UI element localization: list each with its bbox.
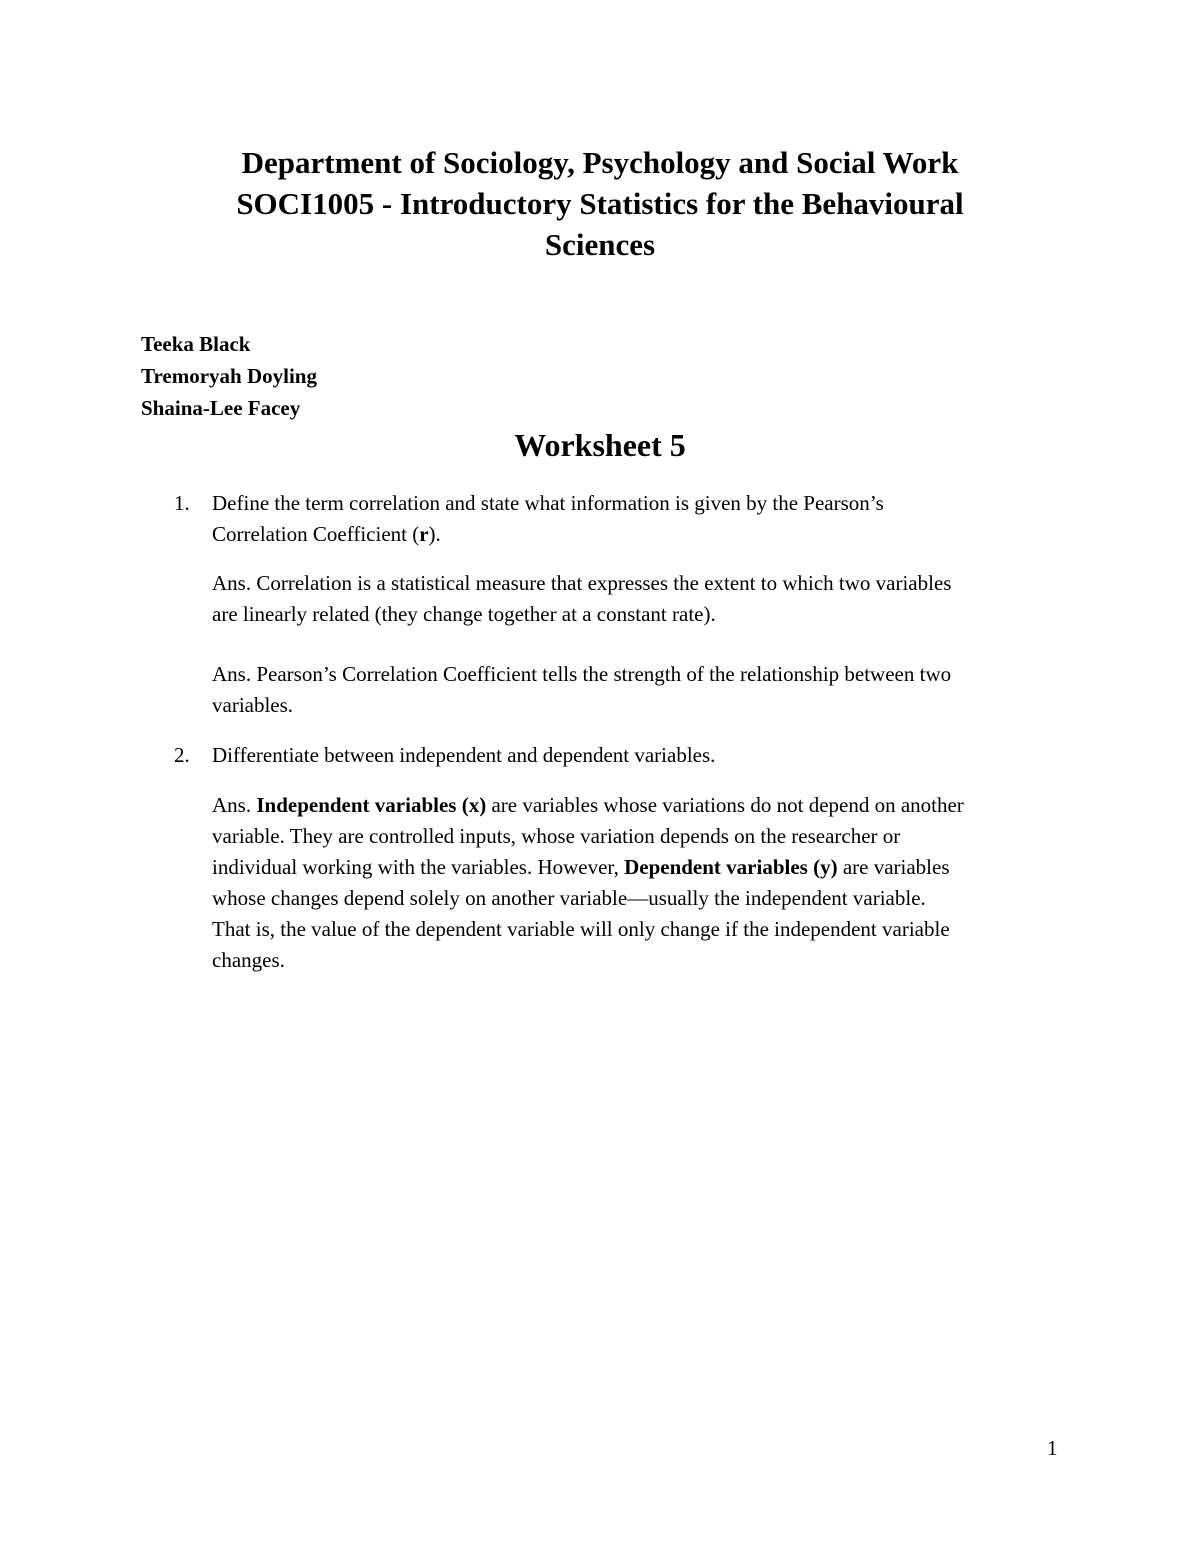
question-number: 1. (174, 491, 190, 515)
course-title-line-1: SOCI1005 - Introductory Statistics for the Behavioural (236, 186, 964, 221)
page-number: 1 (1047, 1436, 1058, 1460)
text-segment: ). (428, 522, 441, 546)
author-list (141, 328, 317, 424)
question-number: 2. (174, 743, 190, 767)
question-text-line: Define the term correlation and state what information is given by the Pearson’s (212, 491, 884, 515)
answer-line: Ans. Correlation is a statistical measure that expresses the extent to which two variables (212, 571, 952, 595)
text-segment: Ans. (212, 793, 257, 817)
text-segment: are variables (837, 855, 950, 879)
answer-1b (212, 659, 1092, 721)
answer-line: whose changes depend solely on another variable—usually the independent variable. (212, 886, 926, 910)
answer-line: are linearly related (they change together at a constant rate). (212, 602, 716, 626)
answer-1a (212, 568, 1092, 630)
bold-term: r (419, 522, 429, 546)
course-title-line-2: Sciences (544, 227, 656, 262)
answer-line: Ans. Pearson’s Correlation Coefficient tells the strength of the relationship between two (212, 662, 952, 686)
question-text-line (212, 519, 1092, 550)
answer-line: variables. (212, 693, 294, 717)
answer-line (212, 852, 1092, 883)
question-text (212, 740, 1092, 771)
text-segment: individual working with the variables. However, (212, 855, 625, 879)
department-title: Department of Sociology, Psychology and Social Work (241, 145, 959, 180)
document-header (140, 142, 1060, 265)
author-name: Shaina-Lee Facey (141, 396, 301, 420)
answer-line (212, 790, 1092, 821)
author-name: Teeka Black (141, 332, 251, 356)
author-name: Tremoryah Doyling (141, 364, 317, 388)
text-segment: are variables whose variations do not depend on another (486, 793, 964, 817)
answer-line: changes. (212, 948, 285, 972)
worksheet-title: Worksheet 5 (514, 427, 686, 463)
text-segment: Correlation Coefficient ( (212, 522, 420, 546)
answer-2 (212, 790, 1092, 976)
bold-term: Independent variables (x) (256, 793, 487, 817)
question-text-line: Differentiate between independent and dependent variables. (212, 743, 716, 767)
question-text (212, 488, 1092, 550)
answer-line: variable. They are controlled inputs, whose variation depends on the researcher or (212, 824, 901, 848)
answer-line: That is, the value of the dependent variable will only change if the independent variable (212, 917, 950, 941)
bold-term: Dependent variables (y) (624, 855, 838, 879)
